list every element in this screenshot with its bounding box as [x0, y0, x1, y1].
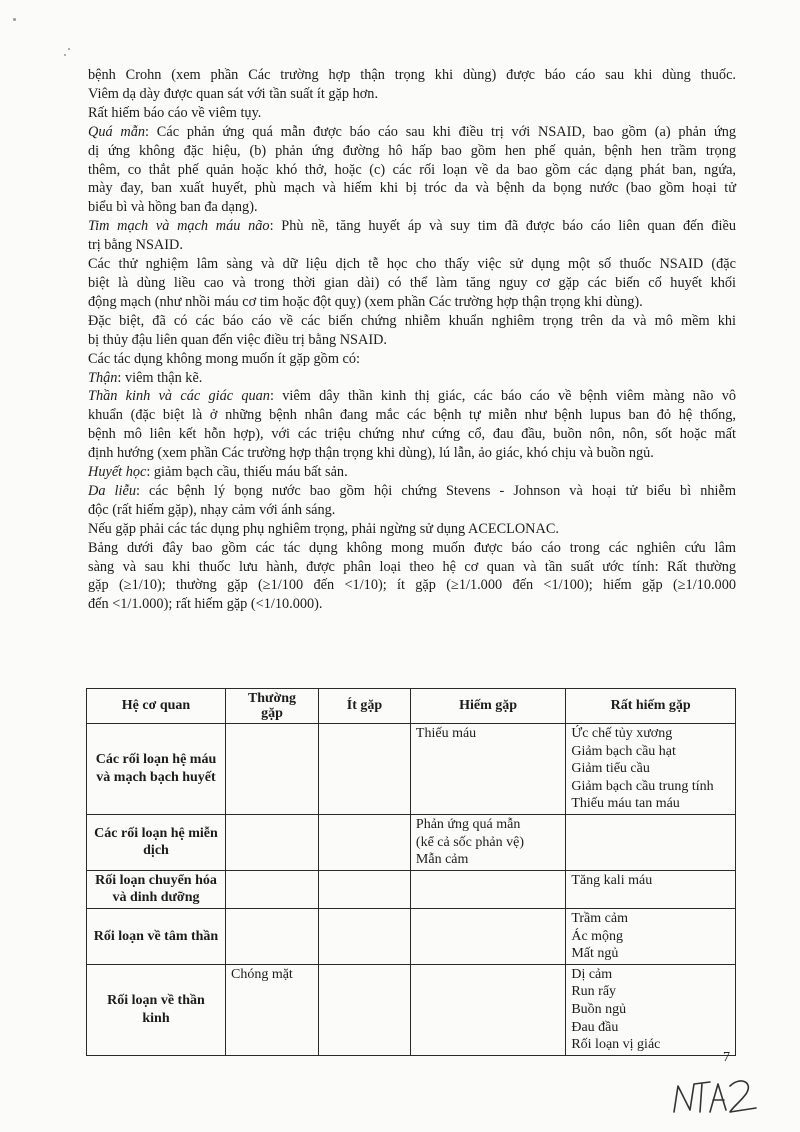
- text-line: [88, 179, 736, 198]
- line-text: bệnh mô liên kết hỗn hợp), với các triệu chứng như cứng cổ, đau đầu, buồn nôn, nôn, sốt hoặc mất: [88, 426, 736, 443]
- body-text: [88, 66, 736, 614]
- text-line: [88, 406, 736, 425]
- frequency-cell-very-rare: [566, 870, 736, 908]
- text-line: [88, 539, 736, 558]
- scan-speck: [64, 54, 66, 56]
- frequency-cell-uncommon: [319, 964, 411, 1055]
- line-text: mày đay, ban xuất huyết, phù mạch và hiếm khi bị tróc da và bệnh da bọng nước (bao gồm hoại tử: [88, 180, 736, 197]
- text-line: [88, 161, 736, 180]
- header-rare: Hiếm gặp: [410, 689, 565, 724]
- line-text: Rất hiếm báo cáo về viêm tụy.: [88, 104, 262, 121]
- line-text: biểu bì và hồng ban đa dạng).: [88, 199, 258, 216]
- organ-system-cell: Rối loạn chuyển hóa và dinh dưỡng: [87, 870, 226, 908]
- line-text: sàng và sau khi thuốc lưu hành, được phân loại theo hệ cơ quan và tần suất ước tính: Rất thường: [88, 558, 736, 575]
- line-text: biệt là dùng liều cao và trong thời gian dài) có thể làm tăng nguy cơ gặp các biến cố huyết khối: [88, 274, 736, 291]
- handwritten-signature: [670, 1072, 765, 1120]
- table-row: [87, 870, 736, 908]
- text-line: [88, 444, 736, 463]
- frequency-cell-uncommon: [319, 870, 411, 908]
- header-common-text: Thường gặp: [247, 691, 297, 721]
- text-line: [88, 236, 736, 255]
- section-label: Tim mạch và mạch máu não: [88, 218, 270, 235]
- frequency-cell-rare: [410, 870, 565, 908]
- effect-item: Mẫn cảm: [415, 852, 469, 868]
- line-text: : Các phản ứng quá mẫn được báo cáo sau khi điều trị với NSAID, bao gồm (a) phản ứng: [145, 123, 736, 140]
- frequency-cell-common: [225, 724, 318, 815]
- line-text: : các bệnh lý bọng nước bao gồm hội chứng Stevens - Johnson và hoại tử biểu bì nhiễm: [136, 482, 736, 499]
- text-line: [88, 595, 736, 614]
- text-line: [88, 350, 736, 369]
- scan-speck: [13, 18, 16, 21]
- table-row: [87, 964, 736, 1055]
- line-text: định hướng (xem phần Các trường hợp thận trọng khi dùng), lú lẫn, ảo giác, khó chịu và buồn ngủ.: [88, 445, 654, 462]
- line-text: Đặc biệt, đã có các báo cáo về các biến chứng nhiễm khuẩn nghiêm trọng trên da và mô mềm khi: [88, 312, 736, 329]
- section-label: Da liễu: [88, 482, 136, 499]
- effect-item: Thiếu máu tan máu: [571, 796, 680, 812]
- organ-system-cell: Các rối loạn hệ miễn dịch: [87, 814, 226, 870]
- line-text: : viêm thận kẽ.: [117, 369, 203, 386]
- text-line: [88, 387, 736, 406]
- line-text: dị ứng không đặc hiệu, (b) phản ứng đường hô hấp bao gồm hen phế quản, bệnh hen trầm trọng: [88, 142, 736, 159]
- line-text: Nếu gặp phải các tác dụng phụ nghiêm trọng, phải ngừng sử dụng ACECLONAC.: [88, 520, 559, 537]
- text-line: [88, 142, 736, 161]
- table-header-row: [87, 689, 736, 724]
- text-line: [88, 274, 736, 293]
- section-label: Huyết học: [88, 464, 147, 481]
- organ-system-cell: Rối loạn về tâm thần: [87, 908, 226, 964]
- effect-item: Phản ứng quá mẫn: [415, 816, 521, 832]
- frequency-cell-very-rare: [566, 964, 736, 1055]
- text-line: [88, 312, 736, 331]
- frequency-cell-uncommon: [319, 814, 411, 870]
- section-label: Thần kinh và các giác quan: [88, 388, 270, 405]
- line-text: : giảm bạch cầu, thiếu máu bất sản.: [146, 464, 348, 481]
- frequency-cell-rare: [410, 814, 565, 870]
- line-text: độc (rất hiếm gặp), nhạy cảm với ánh sáng.: [88, 501, 336, 518]
- text-line: [88, 558, 736, 577]
- effect-item: Mất ngủ: [571, 946, 619, 962]
- text-line: [88, 482, 736, 501]
- frequency-cell-very-rare: [566, 908, 736, 964]
- frequency-cell-common: [225, 870, 318, 908]
- effect-item: Trầm cảm: [571, 910, 628, 926]
- line-text: Các tác dụng không mong muốn ít gặp gồm có:: [88, 350, 360, 367]
- line-text: : Phù nề, tăng huyết áp và suy tim đã được báo cáo liên quan đến điều: [269, 218, 736, 235]
- frequency-cell-rare: [410, 724, 565, 815]
- effect-item: Giảm bạch cầu hạt: [571, 743, 676, 759]
- header-uncommon: Ít gặp: [319, 689, 411, 724]
- text-line: [88, 198, 736, 217]
- header-organ-system: Hệ cơ quan: [87, 689, 226, 724]
- section-label: Quá mẫn: [88, 123, 146, 140]
- text-line: [88, 463, 736, 482]
- text-line: [88, 520, 736, 539]
- line-text: bệnh Crohn (xem phần Các trường hợp thận trọng khi dùng) được báo cáo sau khi dùng thuốc.: [88, 67, 736, 83]
- line-text: khuẩn (đặc biệt là ở những bệnh nhân đang mắc các bệnh tự miễn như bệnh lupus ban đỏ hệ thống,: [88, 407, 736, 424]
- header-very-rare: Rất hiếm gặp: [566, 689, 736, 724]
- effect-item: Giảm tiểu cầu: [571, 761, 650, 777]
- text-line: [88, 576, 736, 595]
- frequency-cell-uncommon: [319, 908, 411, 964]
- text-line: [88, 85, 736, 104]
- line-text: thêm, co thắt phế quản hoặc khó thở, hoặc (c) các rối loạn về da bao gồm các dạng phát ban, ngứa,: [88, 161, 736, 178]
- adverse-effects-table: [86, 688, 736, 1056]
- effect-item: Giảm bạch cầu trung tính: [571, 778, 714, 794]
- organ-system-cell: Các rối loạn hệ máu và mạch bạch huyết: [87, 724, 226, 815]
- effect-item: Thiếu máu: [415, 726, 477, 741]
- effect-item: Tăng kali máu: [571, 872, 653, 888]
- text-line: [88, 217, 736, 236]
- text-line: [88, 425, 736, 444]
- text-line: [88, 255, 736, 274]
- table-row: [87, 908, 736, 964]
- effect-item: (kể cả sốc phản vệ): [415, 834, 524, 850]
- line-text: : viêm dây thần kinh thị giác, các báo cáo về bệnh viêm màng não vô: [269, 388, 736, 405]
- text-line: [88, 331, 736, 350]
- text-line: [88, 293, 736, 312]
- line-text: Các thử nghiệm lâm sàng và dữ liệu dịch tễ học cho thấy việc sử dụng một số thuốc NSAID (đặc: [88, 256, 736, 273]
- frequency-cell-very-rare: [566, 814, 736, 870]
- line-text: động mạch (như nhồi máu cơ tim hoặc đột quỵ) (xem phần Các trường hợp thận trọng khi dùng).: [88, 293, 643, 310]
- table-row: [87, 814, 736, 870]
- line-text: đến <1/1.000); rất hiếm gặp (<1/10.000).: [88, 596, 323, 613]
- effect-item: Ức chế tủy xương: [571, 726, 673, 741]
- effect-item: Run rẩy: [571, 984, 617, 1000]
- text-line: [88, 369, 736, 388]
- frequency-cell-rare: [410, 908, 565, 964]
- text-line: [88, 501, 736, 520]
- header-common: [225, 689, 318, 724]
- line-text: bị thủy đậu liên quan đến việc điều trị bằng NSAID.: [88, 331, 387, 348]
- line-text: Viêm dạ dày được quan sát với tần suất ít gặp hơn.: [88, 85, 379, 102]
- frequency-cell-rare: [410, 964, 565, 1055]
- frequency-cell-common: [225, 814, 318, 870]
- table-row: [87, 724, 736, 815]
- section-label: Thận: [88, 369, 118, 386]
- effect-item: Đau đầu: [571, 1019, 619, 1035]
- organ-system-cell: Rối loạn về thần kinh: [87, 964, 226, 1055]
- effect-item: Dị cảm: [571, 966, 613, 982]
- line-text: trị bằng NSAID.: [88, 237, 183, 254]
- text-line: [88, 66, 736, 85]
- scan-speck: [68, 48, 70, 50]
- text-line: [88, 104, 736, 123]
- page-number: 7: [723, 1050, 730, 1065]
- effect-item: Buồn ngủ: [571, 1001, 627, 1017]
- effect-item: Ác mộng: [571, 928, 624, 944]
- frequency-cell-very-rare: [566, 724, 736, 815]
- text-line: [88, 123, 736, 142]
- line-text: gặp (≥1/10); thường gặp (≥1/100 đến <1/10); ít gặp (≥1/1.000 đến <1/100); hiếm gặp (≥1/10.000: [88, 577, 736, 594]
- effect-item: Rối loạn vị giác: [571, 1037, 661, 1053]
- frequency-cell-uncommon: [319, 724, 411, 815]
- effect-item: Chóng mặt: [230, 966, 293, 982]
- line-text: Bảng dưới đây bao gồm các tác dụng không mong muốn được báo cáo trong các nghiên cứu lâm: [88, 539, 736, 556]
- frequency-cell-common: [225, 964, 318, 1055]
- frequency-cell-common: [225, 908, 318, 964]
